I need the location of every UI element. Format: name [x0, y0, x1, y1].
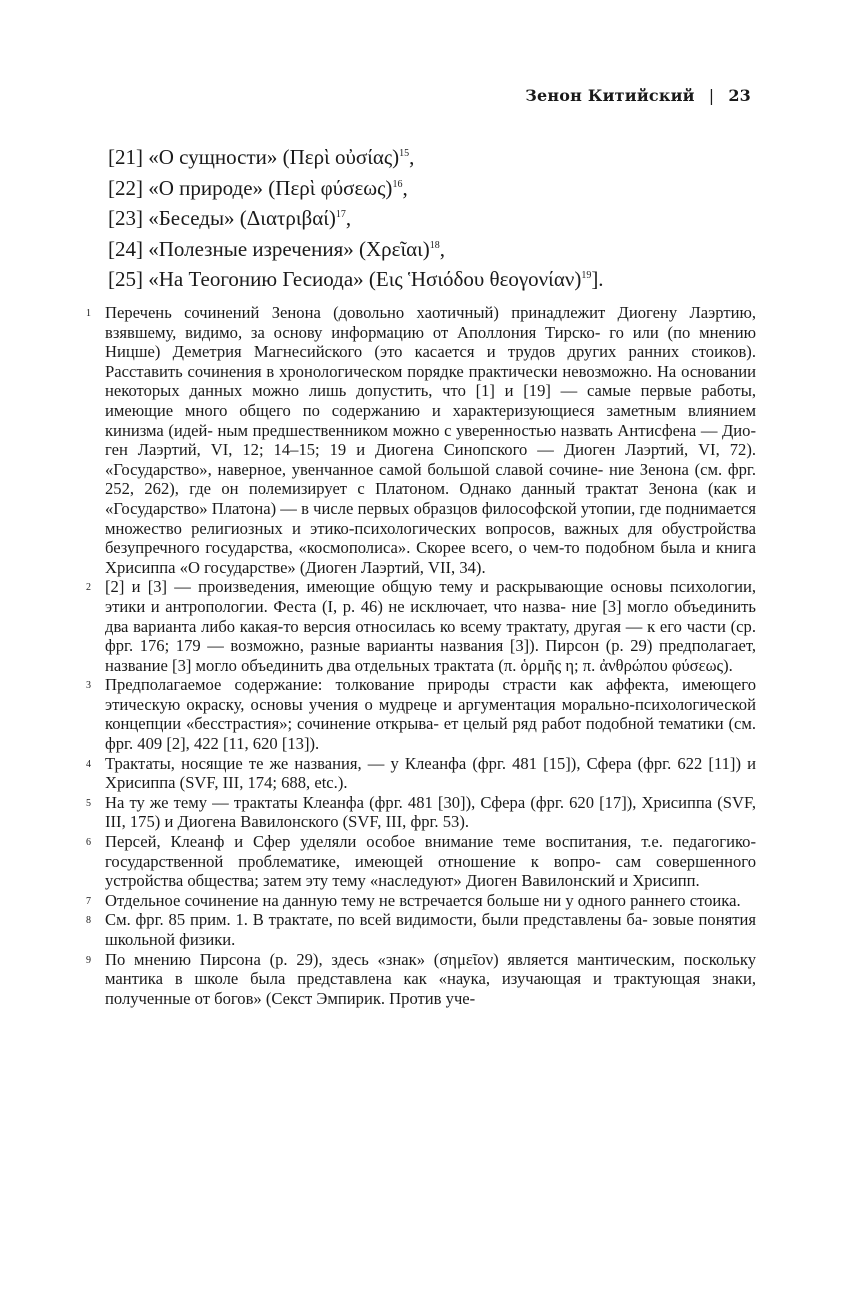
work-entry-text: [23] «Беседы» (Διατριβαί) [108, 206, 336, 230]
footnote-line: Хрисиппа (SVF, III, 175) и Диогена Вавилонского (SVF, III, фрг. 53). [105, 792, 756, 832]
footnote-line: Отдельное сочинение на данную тему не встречается больше ни у одного [105, 890, 626, 910]
work-entry [108, 264, 758, 295]
footnote-line: и трактующая знаки, полученные от богов» (Секст Эмпирик. Против уче- [105, 969, 756, 1008]
footnote [84, 577, 756, 675]
work-entry-punct: , [409, 145, 415, 169]
footnote-line: допустить, что [1] и [19] — самые первые работы, имеющие много общего [105, 381, 756, 420]
work-entry [108, 142, 758, 173]
running-header-title: Зенон Китийский [525, 86, 695, 105]
footnote-line: психологии, этики и антропологии. Феста (I, p. 46) не исключает, что назва- [105, 577, 756, 616]
footnote-line: всему трактату, другая — к его части (ср. фрг. 176; 179 — возможно, разные [105, 616, 756, 656]
footnote [84, 793, 756, 832]
footnote [84, 910, 756, 949]
footnote-line: и этико-психологических вопросов, важных для обустройства безупречного [105, 518, 756, 558]
footnote-line: по содержанию и характеризующиеся заметным влиянием кинизма (идей- [105, 400, 756, 440]
header-separator: | [708, 86, 715, 105]
footnote-ref: 18 [429, 239, 440, 251]
footnote-line: Трактаты, носящие те же названия, — у Клеанфа (фрг. 481 [15]), Сфера (фрг. [105, 753, 672, 773]
footnote-ref: 16 [392, 178, 403, 190]
footnote-line: раннего стоика. [630, 890, 741, 910]
footnote-line: Персей, Клеанф и Сфер уделяли особое внимание теме воспитания, т.е. [105, 832, 663, 852]
footnote-line: ген Лаэртий, VI, 12; 14–15; 19 и Диогена Синопского — Диоген Лаэртий, VI, [105, 440, 720, 460]
footnote-line: имеющего этическую окраску, основы учения о мудреце и аргументация [105, 675, 756, 714]
work-entry-text: [22] «О природе» (Περὶ φύσεως) [108, 175, 393, 200]
footnote-number: 9 [86, 954, 91, 966]
footnote [84, 303, 756, 577]
footnote-line: Вавилонский и Хрисипп. [521, 871, 700, 891]
footnote-number: 1 [86, 308, 91, 319]
footnote-line: Предполагаемое содержание: толкование природы страсти как аффекта, [105, 675, 669, 695]
footnote-number: 8 [86, 915, 91, 927]
footnote-line: педагогико-государственной проблематике, имеющей отношение к вопро- [105, 832, 756, 871]
footnote-line: ет целый ряд работ подобной тематики (см. фрг. 409 [2], 422 [11, 620 [13]). [105, 714, 756, 754]
work-entry-text: [21] «О сущности» (Περὶ οὐσίας) [108, 145, 400, 169]
work-entry [108, 203, 758, 234]
footnote-line: ние [3] могло объединить два варианта либо какая-то версия относилась ко [105, 596, 756, 636]
work-entry-punct: ]. [591, 267, 604, 291]
footnote-line: По мнению Пирсона (p. 29), здесь «знак» (σημεῖον) является мантическим, [105, 949, 675, 969]
footnote-line: Хрисиппа «О государстве» (Диоген Лаэртий, VII, 34). [105, 557, 486, 577]
footnote-line: сам совершенного устройства общества; затем эту тему «наследуют» Диоген [105, 851, 756, 891]
running-header [525, 86, 751, 105]
footnote-line: ным предшественником можно с уверенностью назвать Антисфена — Дио- [217, 420, 756, 440]
footnote-ref: 17 [335, 209, 346, 220]
footnote-number: 6 [86, 837, 91, 849]
footnote-line: Перечень сочинений Зенона (довольно хаотичный) принадлежит Диогену [105, 303, 678, 322]
footnote-number: 5 [86, 797, 91, 809]
works-list [108, 142, 758, 295]
work-entry-punct: , [402, 175, 408, 200]
footnote-line: На ту же тему — трактаты Клеанфа (фрг. 481 [30]), Сфера (фрг. 620 [17]), [105, 792, 637, 812]
footnote [84, 675, 756, 753]
work-entry [108, 173, 758, 204]
work-entry-text: [25] «На Теогонию Гесиода» (Εις Ἡσιόδου θεογονίαν) [108, 267, 582, 291]
footnote-line: образцов философской утопии, где поднимается множество религиозных [105, 498, 756, 538]
footnote [84, 754, 756, 793]
footnote-line: 72). «Государство», наверное, увенчанное самой большой славой сочине- [105, 440, 756, 479]
footnote-line: ние Зенона (см. фрг. 252, 262), где он полемизирует с Платоном. Однако [105, 459, 757, 499]
footnotes-section [84, 303, 756, 1008]
footnote-number: 2 [86, 582, 91, 594]
footnote-line: го или (по мнению Ницше) Деметрия Магнесийского (это касается и трудов [105, 322, 756, 362]
work-entry-text: [24] «Полезные изречения» (Χρεῖαι) [108, 236, 430, 261]
footnote-number: 7 [86, 895, 91, 907]
footnote-number: 4 [86, 758, 91, 770]
work-entry-punct: , [439, 236, 445, 261]
work-entry-punct: , [345, 206, 352, 230]
footnote-ref: 15 [399, 148, 410, 159]
footnote [84, 891, 756, 911]
footnote-line: [2] и [3] — произведения, имеющие общую тему и раскрывающие основы [105, 577, 663, 597]
footnote-line: 622 [11]) и Хрисиппа (SVF, III, 174; 688, etc.). [105, 753, 757, 793]
footnote-line: Лаэртию, взявшему, видимо, за основу информацию от Аполлония Тирско- [105, 303, 756, 342]
footnote-number: 3 [86, 680, 91, 692]
footnote-ref: 19 [581, 270, 592, 281]
footnote-line: См. фрг. 85 прим. 1. В трактате, по всей видимости, были представлены ба- [105, 910, 648, 930]
footnote-line: поскольку мантика в школе была представлена как «наука, изучающая [105, 949, 756, 989]
footnote-line: практически невозможно. На основании некоторых данных можно лишь [105, 361, 756, 401]
footnote-line: варианты названия [3]). Пирсон (p. 29) предполагает, название [3] могло [105, 636, 757, 675]
footnote-line: зовые понятия школьной физики. [105, 910, 756, 949]
footnote-line: данный трактат Зенона (как и «Государство» Платона) — в числе первых [105, 479, 756, 518]
footnote-line: объединить два отдельных трактата (π. ὁρμῆς η; π. ἀνθρώπου φύσεως). [241, 655, 733, 675]
footnote [84, 950, 756, 1009]
page-number: 23 [728, 86, 751, 105]
footnote [84, 832, 756, 891]
footnote-line: других ранних стоиков). Расставить сочинения в хронологическом порядке [105, 342, 756, 381]
footnote-line: государства, «космополиса». Скорее всего, о чем-то подобном была и книга [205, 538, 756, 558]
footnote-line: морально-психологической концепции «бесстрастия»; сочинение открыва- [105, 694, 756, 734]
work-entry [108, 234, 758, 265]
